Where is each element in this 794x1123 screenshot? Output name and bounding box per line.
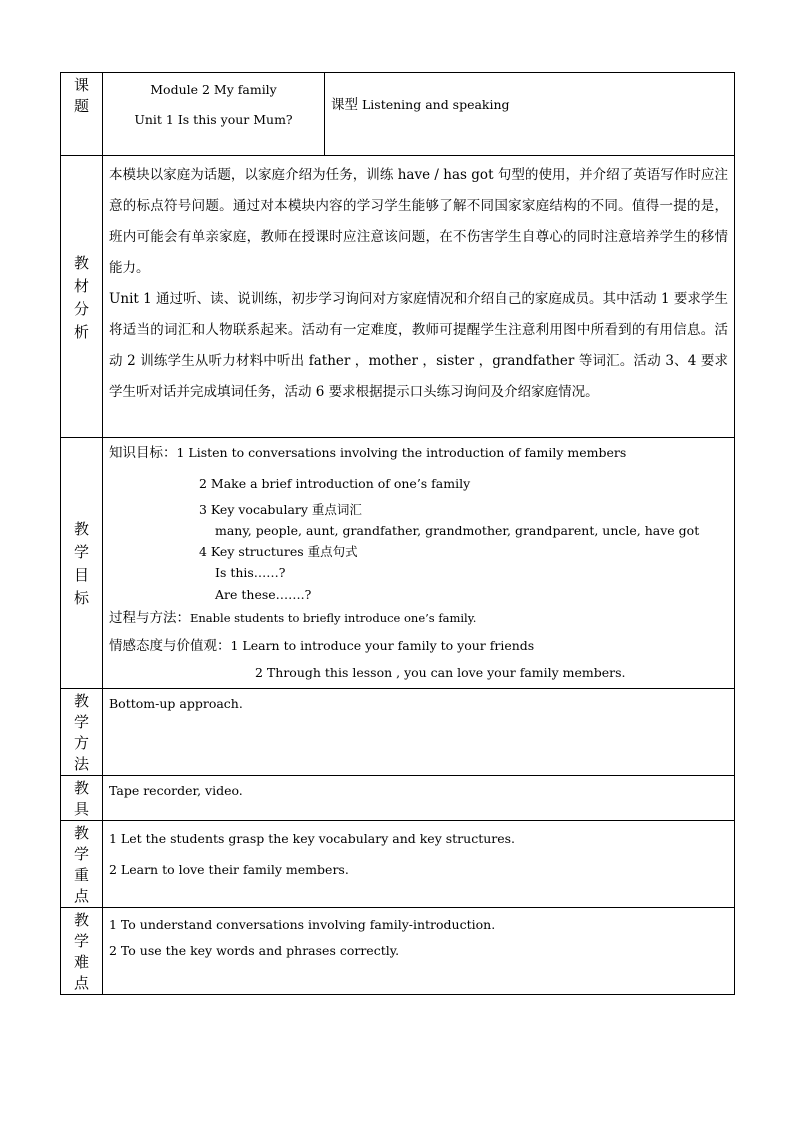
key-points-row: [61, 821, 735, 908]
lesson-plan-table: [60, 72, 735, 995]
tools-label: 教 具: [61, 776, 103, 821]
knowledge-label: 知识目标：: [109, 445, 177, 461]
difficulty-2: 2 To use the key words and phrases correctly.: [109, 943, 400, 958]
title-row: [61, 73, 735, 156]
knowledge-goal-4: 4 Key structures 重点句式: [199, 544, 358, 559]
key-structure-2: Are these…….?: [215, 587, 312, 602]
difficulties-row: [61, 908, 735, 995]
method-row: [61, 689, 735, 776]
process-goal: 过程与方法：Enable students to briefly introduce one’s family.: [109, 610, 477, 626]
unit-name: Unit 1 Is this your Mum?: [134, 112, 293, 127]
tools-row: [61, 776, 735, 821]
knowledge-goal-2: 2 Make a brief introduction of one’s family: [199, 476, 471, 491]
objectives-row: [61, 438, 735, 689]
lesson-type-label: 课型: [331, 97, 358, 113]
analysis-paragraph-1: 本模块以家庭为话题，以家庭介绍为任务，训练 have / has got 句型的使用，并介绍了英语写作时应注意的标点符号问题。通过对本模块内容的学习学生能够了解不同国家家庭结构的不同。值得一提的是，班内可能会有单亲家庭，教师在授课时应注意该问题，在不伤害学生自尊心的同时注意培养学生的移情能力。: [109, 167, 728, 276]
module-cell: [103, 73, 325, 156]
objectives-label: 教 学 目 标: [61, 438, 103, 689]
module-name: Module 2 My family: [150, 82, 277, 97]
lesson-type-value: Listening and speaking: [361, 97, 510, 112]
key-point-2: 2 Learn to love their family members.: [109, 862, 349, 877]
emotion-goal-1: 情感态度与价值观：1 Learn to introduce your family to your friends: [109, 638, 535, 654]
key-points-label: 教 学 重 点: [61, 821, 103, 908]
tools-content: Tape recorder, video.: [103, 776, 735, 821]
method-content: Bottom-up approach.: [103, 689, 735, 776]
lesson-type-cell: [325, 73, 735, 156]
emotion-goal-2: 2 Through this lesson , you can love your family members.: [255, 665, 626, 680]
difficulty-1: 1 To understand conversations involving family-introduction.: [109, 917, 496, 932]
analysis-row: [61, 156, 735, 438]
key-structure-1: Is this……?: [215, 565, 286, 580]
difficulties-content: [103, 908, 735, 995]
knowledge-goal-1: 知识目标：1 Listen to conversations involving the introduction of family members: [109, 445, 627, 461]
key-points-content: [103, 821, 735, 908]
process-label: 过程与方法：: [109, 610, 190, 626]
key-point-1: 1 Let the students grasp the key vocabulary and key structures.: [109, 831, 516, 846]
title-label: 课 题: [61, 73, 103, 156]
analysis-label: 教 材 分 析: [61, 156, 103, 438]
analysis-paragraph-2: Unit 1 通过听、读、说训练，初步学习询问对方家庭情况和介绍自己的家庭成员。其中活动 1 要求学生将适当的词汇和人物联系起来。活动有一定难度，教师可提醒学生注意利用图中所看到的有用信息。活动 2 训练学生从听力材料中听出 father ，mother ，sister ，grandfather 等词汇。活动 3、4 要求学生听对话并完成填词任务，活动 6 要求根据提示口头练习询问及介绍家庭情况。: [109, 291, 728, 400]
knowledge-goal-3: 3 Key vocabulary 重点词汇: [199, 502, 362, 517]
analysis-content: [103, 156, 735, 438]
objectives-content: [103, 438, 735, 689]
difficulties-label: 教 学 难 点: [61, 908, 103, 995]
method-label: 教 学 方 法: [61, 689, 103, 776]
key-vocabulary-list: many, people, aunt, grandfather, grandmother, grandparent, uncle, have got: [215, 523, 700, 538]
emotion-label: 情感态度与价值观：: [109, 638, 231, 654]
